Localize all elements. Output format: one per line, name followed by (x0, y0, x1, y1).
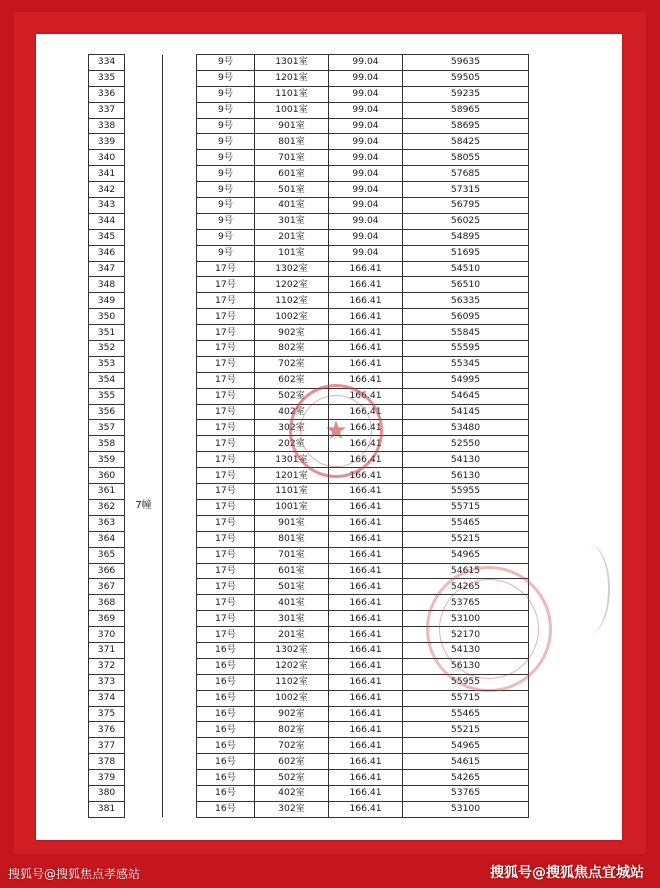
cell-number: 346 (89, 245, 125, 261)
cell-room: 1302室 (255, 261, 329, 277)
cell-unit-price: 56335 (403, 293, 529, 309)
cell-unit: 17号 (197, 404, 255, 420)
cell-unit-price: 57685 (403, 166, 529, 182)
cell-room: 1301室 (255, 452, 329, 468)
cell-area: 166.41 (329, 658, 403, 674)
table-row (89, 55, 529, 71)
cell-number: 359 (89, 452, 125, 468)
cell-unit-price: 54645 (403, 388, 529, 404)
cell-room: 201室 (255, 627, 329, 643)
cell-room: 1102室 (255, 674, 329, 690)
cell-area: 166.41 (329, 277, 403, 293)
cell-unit: 9号 (197, 86, 255, 102)
cell-area: 166.41 (329, 690, 403, 706)
cell-room: 702室 (255, 356, 329, 372)
cell-room: 902室 (255, 325, 329, 341)
watermark-left: 搜狐号@搜狐焦点孝感站 (8, 867, 141, 881)
cell-number: 364 (89, 531, 125, 547)
cell-area: 166.41 (329, 547, 403, 563)
seal-star-icon: ★ (324, 416, 348, 446)
cell-unit: 17号 (197, 420, 255, 436)
cell-unit: 17号 (197, 325, 255, 341)
cell-unit: 16号 (197, 674, 255, 690)
cell-area: 99.04 (329, 55, 403, 71)
cell-number: 336 (89, 86, 125, 102)
cell-room: 601室 (255, 166, 329, 182)
cell-area: 166.41 (329, 706, 403, 722)
cell-area: 99.04 (329, 198, 403, 214)
cell-unit: 16号 (197, 690, 255, 706)
cell-unit-price: 54995 (403, 372, 529, 388)
cell-area: 166.41 (329, 388, 403, 404)
cell-unit-price: 55465 (403, 515, 529, 531)
price-table-body (89, 55, 529, 818)
cell-unit: 17号 (197, 563, 255, 579)
cell-unit-price: 54265 (403, 579, 529, 595)
cell-unit-price: 54130 (403, 642, 529, 658)
cell-area: 166.41 (329, 738, 403, 754)
cell-unit-price: 54965 (403, 738, 529, 754)
cell-room: 802室 (255, 722, 329, 738)
cell-room: 301室 (255, 611, 329, 627)
cell-unit: 17号 (197, 277, 255, 293)
cell-unit: 16号 (197, 642, 255, 658)
watermark-right: 搜狐号@搜狐焦点宜城站 (490, 865, 644, 881)
cell-area: 166.41 (329, 261, 403, 277)
cell-number: 370 (89, 627, 125, 643)
cell-unit-price: 55465 (403, 706, 529, 722)
cell-area: 99.04 (329, 70, 403, 86)
cell-area: 166.41 (329, 309, 403, 325)
cell-area: 99.04 (329, 102, 403, 118)
cell-area: 166.41 (329, 341, 403, 357)
cell-unit: 16号 (197, 658, 255, 674)
cell-unit: 9号 (197, 55, 255, 71)
cell-unit: 17号 (197, 309, 255, 325)
cell-number: 363 (89, 515, 125, 531)
cell-unit: 16号 (197, 770, 255, 786)
cell-unit-price: 56510 (403, 277, 529, 293)
cell-unit: 9号 (197, 198, 255, 214)
cell-area: 99.04 (329, 118, 403, 134)
cell-area: 99.04 (329, 150, 403, 166)
cell-room: 501室 (255, 182, 329, 198)
cell-area: 99.04 (329, 182, 403, 198)
cell-number: 353 (89, 356, 125, 372)
cell-room: 301室 (255, 213, 329, 229)
cell-unit: 9号 (197, 134, 255, 150)
cell-number: 339 (89, 134, 125, 150)
cell-area: 166.41 (329, 579, 403, 595)
cell-unit-price: 54615 (403, 563, 529, 579)
cell-unit: 17号 (197, 531, 255, 547)
cell-area: 166.41 (329, 674, 403, 690)
cell-area: 99.04 (329, 166, 403, 182)
cell-room: 1001室 (255, 499, 329, 515)
cell-room: 302室 (255, 420, 329, 436)
cell-number: 378 (89, 754, 125, 770)
cell-unit-price: 54130 (403, 452, 529, 468)
cell-number: 367 (89, 579, 125, 595)
cell-unit-price: 53100 (403, 611, 529, 627)
cell-unit-price: 59635 (403, 55, 529, 71)
cell-number: 379 (89, 770, 125, 786)
cell-unit: 16号 (197, 785, 255, 801)
cell-number: 368 (89, 595, 125, 611)
cell-unit-price: 53100 (403, 801, 529, 817)
cell-unit: 9号 (197, 182, 255, 198)
cell-unit: 9号 (197, 150, 255, 166)
cell-unit-price: 55595 (403, 341, 529, 357)
cell-room: 502室 (255, 770, 329, 786)
cell-unit: 17号 (197, 372, 255, 388)
cell-number: 372 (89, 658, 125, 674)
cell-unit: 17号 (197, 436, 255, 452)
cell-unit: 16号 (197, 706, 255, 722)
cell-unit-price: 56130 (403, 658, 529, 674)
cell-area: 166.41 (329, 770, 403, 786)
cell-room: 1001室 (255, 102, 329, 118)
cell-unit-price: 55955 (403, 484, 529, 500)
cell-unit-price: 55955 (403, 674, 529, 690)
cell-unit: 17号 (197, 579, 255, 595)
cell-number: 334 (89, 55, 125, 71)
cell-number: 343 (89, 198, 125, 214)
cell-room: 901室 (255, 515, 329, 531)
cell-unit: 17号 (197, 627, 255, 643)
cell-unit: 17号 (197, 468, 255, 484)
cell-unit-price: 57315 (403, 182, 529, 198)
cell-area: 166.41 (329, 785, 403, 801)
cell-unit: 17号 (197, 595, 255, 611)
cell-room: 1002室 (255, 309, 329, 325)
cell-room: 401室 (255, 198, 329, 214)
cell-number: 354 (89, 372, 125, 388)
cell-unit-price: 54145 (403, 404, 529, 420)
cell-number: 355 (89, 388, 125, 404)
cell-unit-price: 56095 (403, 309, 529, 325)
cell-area: 166.41 (329, 754, 403, 770)
cell-number: 356 (89, 404, 125, 420)
cell-room: 702室 (255, 738, 329, 754)
cell-area: 99.04 (329, 86, 403, 102)
cell-area: 166.41 (329, 372, 403, 388)
cell-unit-price: 58965 (403, 102, 529, 118)
cell-room: 1202室 (255, 658, 329, 674)
cell-number: 342 (89, 182, 125, 198)
cell-room: 1102室 (255, 293, 329, 309)
cell-number: 352 (89, 341, 125, 357)
cell-number: 349 (89, 293, 125, 309)
cell-area: 166.41 (329, 420, 403, 436)
cell-unit-price: 55215 (403, 531, 529, 547)
cell-unit: 17号 (197, 293, 255, 309)
cell-unit: 16号 (197, 754, 255, 770)
cell-area: 166.41 (329, 325, 403, 341)
cell-room: 602室 (255, 372, 329, 388)
cell-unit-price: 54965 (403, 547, 529, 563)
cell-room: 1002室 (255, 690, 329, 706)
cell-unit: 17号 (197, 356, 255, 372)
cell-number: 369 (89, 611, 125, 627)
cell-area: 99.04 (329, 134, 403, 150)
cell-unit: 17号 (197, 547, 255, 563)
cell-number: 371 (89, 642, 125, 658)
cell-area: 166.41 (329, 801, 403, 817)
cell-number: 348 (89, 277, 125, 293)
cell-unit-price: 54615 (403, 754, 529, 770)
cell-unit-price: 53765 (403, 785, 529, 801)
cell-number: 376 (89, 722, 125, 738)
cell-number: 351 (89, 325, 125, 341)
cell-room: 1202室 (255, 277, 329, 293)
cell-unit-price: 54510 (403, 261, 529, 277)
cell-blank (163, 55, 197, 818)
cell-number: 350 (89, 309, 125, 325)
cell-unit: 9号 (197, 166, 255, 182)
cell-area: 166.41 (329, 484, 403, 500)
cell-unit: 9号 (197, 213, 255, 229)
cell-unit-price: 58695 (403, 118, 529, 134)
cell-room: 501室 (255, 579, 329, 595)
cell-room: 701室 (255, 150, 329, 166)
cell-number: 375 (89, 706, 125, 722)
cell-number: 373 (89, 674, 125, 690)
cell-room: 401室 (255, 595, 329, 611)
cell-number: 338 (89, 118, 125, 134)
cell-unit-price: 55715 (403, 499, 529, 515)
cell-unit: 9号 (197, 229, 255, 245)
cell-room: 901室 (255, 118, 329, 134)
cell-unit-price: 58425 (403, 134, 529, 150)
cell-area: 166.41 (329, 293, 403, 309)
cell-room: 201室 (255, 229, 329, 245)
cell-unit: 17号 (197, 611, 255, 627)
cell-number: 360 (89, 468, 125, 484)
cell-number: 361 (89, 484, 125, 500)
cell-unit-price: 56025 (403, 213, 529, 229)
cell-unit: 9号 (197, 102, 255, 118)
cell-room: 402室 (255, 404, 329, 420)
cell-number: 380 (89, 785, 125, 801)
cell-room: 601室 (255, 563, 329, 579)
cell-unit-price: 55215 (403, 722, 529, 738)
cell-unit-price: 54895 (403, 229, 529, 245)
cell-number: 335 (89, 70, 125, 86)
price-table (88, 54, 529, 818)
cell-room: 602室 (255, 754, 329, 770)
cell-unit: 17号 (197, 515, 255, 531)
cell-room: 302室 (255, 801, 329, 817)
cell-number: 358 (89, 436, 125, 452)
cell-unit: 16号 (197, 801, 255, 817)
cell-room: 1301室 (255, 55, 329, 71)
cell-area: 166.41 (329, 515, 403, 531)
cell-area: 166.41 (329, 499, 403, 515)
cell-room: 402室 (255, 785, 329, 801)
cell-area: 166.41 (329, 452, 403, 468)
cell-number: 345 (89, 229, 125, 245)
cell-unit-price: 56130 (403, 468, 529, 484)
cell-room: 902室 (255, 706, 329, 722)
cell-room: 1201室 (255, 70, 329, 86)
cell-room: 502室 (255, 388, 329, 404)
cell-number: 362 (89, 499, 125, 515)
cell-number: 341 (89, 166, 125, 182)
cell-unit-price: 55715 (403, 690, 529, 706)
cell-number: 344 (89, 213, 125, 229)
cell-room: 1101室 (255, 484, 329, 500)
cell-area: 166.41 (329, 611, 403, 627)
cell-number: 337 (89, 102, 125, 118)
cell-room: 1101室 (255, 86, 329, 102)
cell-unit-price: 56795 (403, 198, 529, 214)
cell-unit: 17号 (197, 261, 255, 277)
cell-room: 1201室 (255, 468, 329, 484)
cell-building: 7幢 (125, 55, 163, 818)
cell-unit: 17号 (197, 499, 255, 515)
cell-unit-price: 54265 (403, 770, 529, 786)
cell-number: 365 (89, 547, 125, 563)
cell-area: 166.41 (329, 468, 403, 484)
cell-area: 166.41 (329, 404, 403, 420)
cell-area: 99.04 (329, 245, 403, 261)
cell-unit: 9号 (197, 118, 255, 134)
cell-number: 377 (89, 738, 125, 754)
cell-unit-price: 55345 (403, 356, 529, 372)
cell-number: 381 (89, 801, 125, 817)
cell-room: 1302室 (255, 642, 329, 658)
cell-room: 802室 (255, 341, 329, 357)
cell-room: 801室 (255, 531, 329, 547)
cell-unit: 9号 (197, 70, 255, 86)
cell-unit-price: 53480 (403, 420, 529, 436)
cell-unit: 17号 (197, 388, 255, 404)
cell-unit: 17号 (197, 452, 255, 468)
cell-number: 340 (89, 150, 125, 166)
cell-area: 166.41 (329, 642, 403, 658)
cell-room: 101室 (255, 245, 329, 261)
cell-room: 202室 (255, 436, 329, 452)
cell-unit-price: 59235 (403, 86, 529, 102)
cell-area: 166.41 (329, 436, 403, 452)
cell-area: 166.41 (329, 595, 403, 611)
cell-unit-price: 55845 (403, 325, 529, 341)
cell-area: 99.04 (329, 229, 403, 245)
cell-area: 166.41 (329, 563, 403, 579)
cell-area: 166.41 (329, 722, 403, 738)
cell-number: 366 (89, 563, 125, 579)
cell-area: 166.41 (329, 531, 403, 547)
cell-unit: 16号 (197, 722, 255, 738)
cell-number: 357 (89, 420, 125, 436)
cell-unit-price: 51695 (403, 245, 529, 261)
cell-room: 701室 (255, 547, 329, 563)
cell-unit-price: 52170 (403, 627, 529, 643)
cell-unit-price: 59505 (403, 70, 529, 86)
cell-unit: 9号 (197, 245, 255, 261)
cell-unit-price: 53765 (403, 595, 529, 611)
cell-unit: 16号 (197, 738, 255, 754)
cell-unit-price: 52550 (403, 436, 529, 452)
cell-number: 347 (89, 261, 125, 277)
stamp-arc-mark (568, 544, 610, 634)
cell-area: 166.41 (329, 356, 403, 372)
cell-room: 801室 (255, 134, 329, 150)
cell-unit-price: 58055 (403, 150, 529, 166)
cell-area: 166.41 (329, 627, 403, 643)
cell-unit: 17号 (197, 484, 255, 500)
cell-unit: 17号 (197, 341, 255, 357)
cell-number: 374 (89, 690, 125, 706)
cell-area: 99.04 (329, 213, 403, 229)
price-list-document (36, 34, 622, 840)
